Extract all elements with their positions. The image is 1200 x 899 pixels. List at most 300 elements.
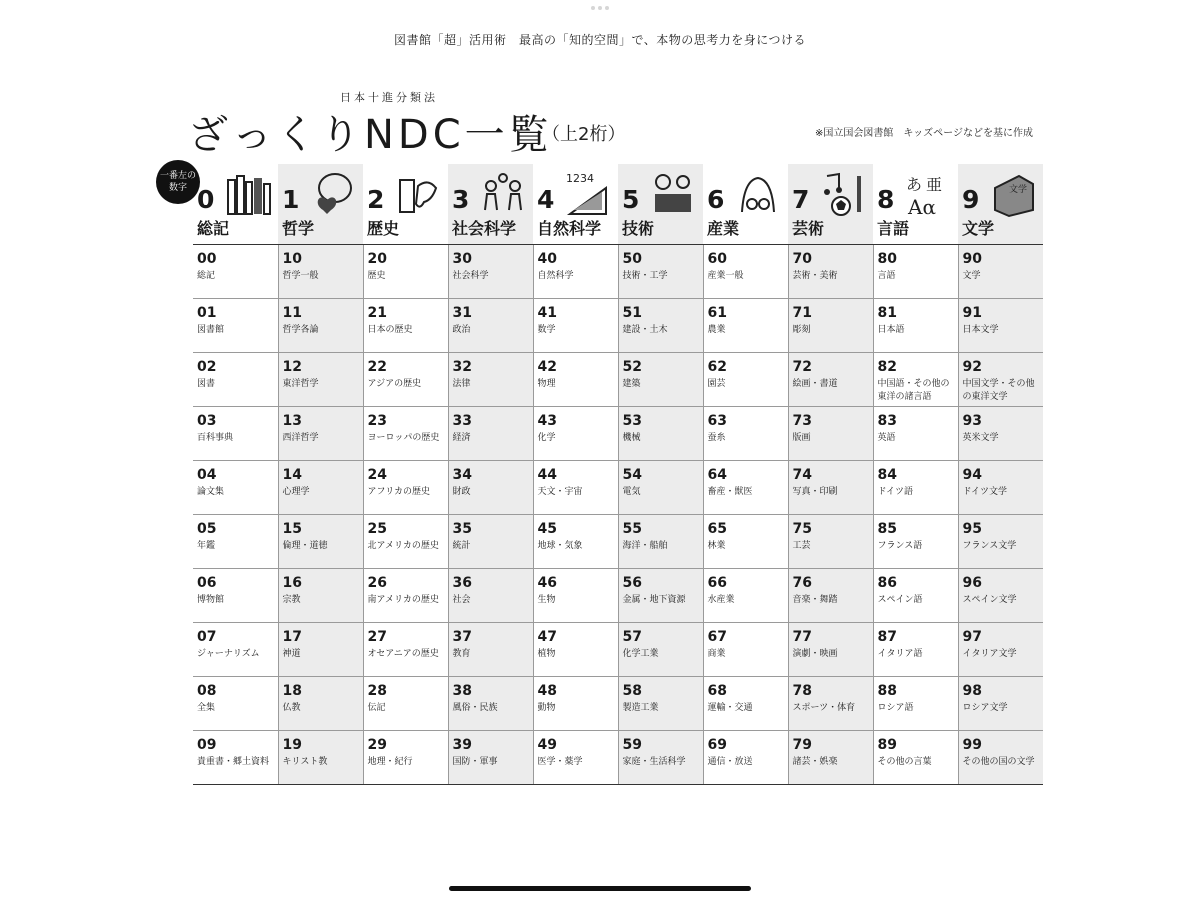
class-code: 11: [282, 305, 302, 321]
class-code: 16: [282, 575, 302, 591]
title-suffix: （上2桁）: [542, 124, 626, 145]
class-label: 東洋哲学: [282, 379, 319, 389]
class-cell-67: [703, 623, 788, 677]
category-header-2: [363, 164, 448, 245]
category-header-row: [193, 164, 1043, 245]
class-cell-43: [533, 407, 618, 461]
class-label: 天文・宇宙: [537, 487, 583, 497]
class-cell-95: [958, 515, 1043, 569]
class-cell-37: [448, 623, 533, 677]
class-code: 96: [962, 575, 982, 591]
class-code: 52: [622, 359, 642, 375]
class-label: フランス文学: [962, 541, 1017, 551]
class-cell-42: [533, 353, 618, 407]
class-label: スペイン語: [877, 595, 923, 605]
class-cell-87: [873, 623, 958, 677]
class-cell-85: [873, 515, 958, 569]
class-code: 21: [367, 305, 387, 321]
class-cell-83: [873, 407, 958, 461]
class-cell-58: [618, 677, 703, 731]
class-cell-13: [278, 407, 363, 461]
class-cell-59: [618, 731, 703, 785]
class-code: 34: [452, 467, 472, 483]
category-header-7: [788, 164, 873, 245]
class-code: 23: [367, 413, 387, 429]
class-code: 99: [962, 737, 982, 753]
class-code: 60: [707, 251, 727, 267]
class-code: 85: [877, 521, 897, 537]
class-cell-80: [873, 245, 958, 299]
class-cell-05: [193, 515, 278, 569]
class-cell-98: [958, 677, 1043, 731]
class-code: 17: [282, 629, 302, 645]
class-label: 農業: [707, 325, 726, 335]
class-cell-19: [278, 731, 363, 785]
class-cell-92: [958, 353, 1043, 407]
class-label: オセアニアの歴史: [367, 649, 439, 659]
class-code: 79: [792, 737, 812, 753]
books-icon: [224, 170, 272, 218]
class-code: 38: [452, 683, 472, 699]
class-label: 南アメリカの歴史: [367, 595, 439, 605]
class-label: 生物: [537, 595, 556, 605]
class-code: 08: [197, 683, 217, 699]
class-code: 14: [282, 467, 302, 483]
class-label: イタリア文学: [962, 649, 1017, 659]
category-digit: 5: [622, 185, 640, 214]
class-code: 77: [792, 629, 812, 645]
class-code: 93: [962, 413, 982, 429]
class-code: 33: [452, 413, 472, 429]
leftmost-digit-badge: [156, 160, 200, 204]
class-code: 83: [877, 413, 897, 429]
class-cell-02: [193, 353, 278, 407]
class-cell-25: [363, 515, 448, 569]
class-code: 74: [792, 467, 812, 483]
category-digit: 9: [962, 185, 980, 214]
class-label: 写真・印刷: [792, 487, 838, 497]
class-label: 風俗・民族: [452, 703, 498, 713]
category-label: 歴史: [367, 219, 400, 238]
class-label: 哲学各論: [282, 325, 319, 335]
class-label: 電気: [622, 487, 641, 497]
class-code: 97: [962, 629, 982, 645]
class-code: 35: [452, 521, 472, 537]
table-row: [193, 515, 1043, 569]
class-label: 英語: [877, 433, 896, 443]
table-row: [193, 461, 1043, 515]
class-code: 92: [962, 359, 982, 375]
class-cell-62: [703, 353, 788, 407]
class-cell-63: [703, 407, 788, 461]
class-cell-01: [193, 299, 278, 353]
brain-heart-icon: [309, 170, 357, 218]
music-ball-icon: [819, 170, 867, 218]
category-label: 産業: [707, 219, 740, 238]
class-code: 87: [877, 629, 897, 645]
class-code: 09: [197, 737, 217, 753]
class-cell-23: [363, 407, 448, 461]
class-label: 社会: [452, 595, 471, 605]
class-code: 75: [792, 521, 812, 537]
class-code: 48: [537, 683, 557, 699]
category-digit: 2: [367, 185, 385, 214]
class-code: 26: [367, 575, 387, 591]
class-code: 94: [962, 467, 982, 483]
class-cell-46: [533, 569, 618, 623]
table-row: [193, 407, 1043, 461]
class-label: アジアの歴史: [367, 379, 422, 389]
class-code: 66: [707, 575, 727, 591]
class-label: 金属・地下資源: [622, 595, 686, 605]
class-cell-45: [533, 515, 618, 569]
class-label: 倫理・道徳: [282, 541, 328, 551]
source-note: ※国立国会図書館 キッズページなどを基に作成: [815, 128, 1033, 139]
svg-text:あ: あ: [906, 175, 923, 194]
class-cell-09: [193, 731, 278, 785]
category-digit: 1: [282, 185, 300, 214]
class-cell-07: [193, 623, 278, 677]
class-code: 43: [537, 413, 557, 429]
class-code: 40: [537, 251, 557, 267]
class-label: 図書: [197, 379, 216, 389]
class-cell-44: [533, 461, 618, 515]
class-code: 45: [537, 521, 557, 537]
class-code: 07: [197, 629, 217, 645]
class-cell-55: [618, 515, 703, 569]
class-label: 政治: [452, 325, 471, 335]
class-code: 98: [962, 683, 982, 699]
table-row: [193, 299, 1043, 353]
class-label: 建築: [622, 379, 641, 389]
class-code: 64: [707, 467, 727, 483]
class-label: キリスト教: [282, 757, 328, 767]
class-cell-31: [448, 299, 533, 353]
class-code: 31: [452, 305, 472, 321]
class-label: 通信・放送: [707, 757, 753, 767]
class-code: 56: [622, 575, 642, 591]
class-label: 林業: [707, 541, 726, 551]
class-cell-06: [193, 569, 278, 623]
class-code: 69: [707, 737, 727, 753]
class-label: 総記: [197, 271, 216, 281]
class-label: ロシア語: [877, 703, 914, 713]
class-label: 博物館: [197, 595, 225, 605]
class-code: 24: [367, 467, 387, 483]
category-label: 社会科学: [452, 219, 517, 238]
class-label: 図書館: [197, 325, 225, 335]
category-digit: 3: [452, 185, 470, 214]
class-cell-50: [618, 245, 703, 299]
class-cell-74: [788, 461, 873, 515]
class-label: 財政: [452, 487, 471, 497]
class-cell-48: [533, 677, 618, 731]
class-label: 中国文学・その他の東洋文学: [962, 379, 1035, 402]
class-cell-39: [448, 731, 533, 785]
class-cell-27: [363, 623, 448, 677]
class-code: 95: [962, 521, 982, 537]
class-code: 00: [197, 251, 217, 267]
class-cell-73: [788, 407, 873, 461]
class-code: 50: [622, 251, 642, 267]
class-label: 論文集: [197, 487, 225, 497]
class-code: 82: [877, 359, 897, 375]
category-label: 技術: [622, 219, 655, 238]
table-row: [193, 353, 1043, 407]
class-code: 57: [622, 629, 642, 645]
class-cell-08: [193, 677, 278, 731]
class-label: 版画: [792, 433, 811, 443]
class-cell-14: [278, 461, 363, 515]
class-label: 物理: [537, 379, 556, 389]
svg-text:1234: 1234: [566, 172, 594, 185]
category-label: 哲学: [282, 219, 315, 238]
class-cell-28: [363, 677, 448, 731]
class-code: 39: [452, 737, 472, 753]
class-code: 15: [282, 521, 302, 537]
class-cell-70: [788, 245, 873, 299]
class-label: 仏教: [282, 703, 301, 713]
class-label: 国防・軍事: [452, 757, 498, 767]
class-cell-52: [618, 353, 703, 407]
class-code: 03: [197, 413, 217, 429]
class-cell-34: [448, 461, 533, 515]
class-code: 10: [282, 251, 302, 267]
class-code: 42: [537, 359, 557, 375]
class-code: 88: [877, 683, 897, 699]
class-cell-03: [193, 407, 278, 461]
class-label: 動物: [537, 703, 556, 713]
class-code: 55: [622, 521, 642, 537]
svg-text:文学: 文学: [1009, 185, 1028, 195]
class-cell-26: [363, 569, 448, 623]
class-cell-35: [448, 515, 533, 569]
category-label: 総記: [197, 219, 230, 238]
class-label: 産業一般: [707, 271, 744, 281]
class-label: 文学: [962, 271, 981, 281]
class-cell-99: [958, 731, 1043, 785]
svg-text:亜: 亜: [926, 175, 943, 194]
class-code: 73: [792, 413, 812, 429]
top-dots: [591, 6, 609, 10]
class-code: 19: [282, 737, 302, 753]
table-row: [193, 623, 1043, 677]
class-cell-90: [958, 245, 1043, 299]
category-header-1: [278, 164, 363, 245]
class-code: 70: [792, 251, 812, 267]
book-header: 図書館「超」活用術 最高の「知的空間」で、本物の思考力を身につける: [393, 33, 807, 47]
class-label: アフリカの歴史: [367, 487, 431, 497]
class-code: 68: [707, 683, 727, 699]
class-cell-18: [278, 677, 363, 731]
class-label: 宗教: [282, 595, 301, 605]
class-cell-11: [278, 299, 363, 353]
ndc-table: [193, 164, 1043, 785]
class-cell-68: [703, 677, 788, 731]
class-cell-81: [873, 299, 958, 353]
class-label: 諸芸・娯楽: [792, 757, 838, 767]
class-label: 神道: [282, 649, 301, 659]
class-label: 年鑑: [197, 541, 216, 551]
class-code: 46: [537, 575, 557, 591]
class-code: 01: [197, 305, 217, 321]
class-code: 30: [452, 251, 472, 267]
class-label: 蚕糸: [707, 433, 726, 443]
class-label: 製造工業: [622, 703, 659, 713]
table-row: [193, 245, 1043, 299]
table-row: [193, 731, 1043, 785]
class-cell-38: [448, 677, 533, 731]
category-header-3: [448, 164, 533, 245]
class-label: その他の言葉: [877, 757, 932, 767]
table-row: [193, 569, 1043, 623]
title-kicker: 日本十進分類法: [340, 91, 438, 104]
class-cell-04: [193, 461, 278, 515]
class-cell-30: [448, 245, 533, 299]
class-code: 25: [367, 521, 387, 537]
class-label: 医学・薬学: [537, 757, 583, 767]
class-code: 84: [877, 467, 897, 483]
class-code: 59: [622, 737, 642, 753]
class-code: 91: [962, 305, 982, 321]
class-label: 教育: [452, 649, 471, 659]
class-label: 全集: [197, 703, 216, 713]
class-code: 53: [622, 413, 642, 429]
class-label: その他の国の文学: [962, 757, 1035, 767]
class-code: 37: [452, 629, 472, 645]
home-indicator[interactable]: [449, 886, 751, 891]
class-label: 百科事典: [197, 433, 234, 443]
category-digit: 4: [537, 185, 555, 214]
class-code: 54: [622, 467, 642, 483]
category-digit: 6: [707, 185, 725, 214]
class-cell-47: [533, 623, 618, 677]
class-label: 貴重書・郷土資料: [197, 757, 270, 767]
category-label: 自然科学: [537, 219, 602, 238]
gears-icon: [649, 170, 697, 218]
numbers-triangle-icon: [564, 170, 612, 218]
class-label: 法律: [452, 379, 471, 389]
class-code: 06: [197, 575, 217, 591]
class-cell-69: [703, 731, 788, 785]
class-code: 78: [792, 683, 812, 699]
class-label: 建設・土木: [622, 325, 668, 335]
category-header-8: [873, 164, 958, 245]
class-cell-12: [278, 353, 363, 407]
class-label: ジャーナリズム: [197, 649, 260, 659]
scroll-map-icon: [394, 170, 442, 218]
class-cell-10: [278, 245, 363, 299]
class-label: 心理学: [282, 487, 310, 497]
class-cell-96: [958, 569, 1043, 623]
class-code: 86: [877, 575, 897, 591]
class-code: 29: [367, 737, 387, 753]
class-label: 経済: [452, 433, 471, 443]
class-label: 絵画・書道: [792, 379, 838, 389]
class-code: 80: [877, 251, 897, 267]
class-cell-41: [533, 299, 618, 353]
class-code: 36: [452, 575, 472, 591]
class-cell-79: [788, 731, 873, 785]
class-label: フランス語: [877, 541, 923, 551]
class-code: 27: [367, 629, 387, 645]
class-code: 12: [282, 359, 302, 375]
class-code: 72: [792, 359, 812, 375]
class-label: 西洋哲学: [282, 433, 319, 443]
class-cell-51: [618, 299, 703, 353]
class-label: 中国語・その他の東洋の諸言語: [877, 379, 950, 402]
class-code: 13: [282, 413, 302, 429]
category-label: 芸術: [792, 219, 825, 238]
class-label: 海洋・船舶: [622, 541, 668, 551]
class-code: 05: [197, 521, 217, 537]
class-label: 園芸: [707, 379, 726, 389]
class-cell-16: [278, 569, 363, 623]
category-header-9: [958, 164, 1043, 245]
class-code: 71: [792, 305, 812, 321]
svg-text:Aα: Aα: [908, 195, 936, 218]
category-label: 文学: [962, 219, 995, 238]
class-cell-61: [703, 299, 788, 353]
class-code: 62: [707, 359, 727, 375]
people-icon: [479, 170, 527, 218]
class-cell-76: [788, 569, 873, 623]
class-cell-36: [448, 569, 533, 623]
class-cell-53: [618, 407, 703, 461]
class-code: 90: [962, 251, 982, 267]
class-cell-00: [193, 245, 278, 299]
class-label: 日本語: [877, 325, 905, 335]
class-label: スポーツ・体育: [792, 703, 856, 713]
class-label: 植物: [537, 649, 556, 659]
class-label: 演劇・映画: [792, 649, 838, 659]
class-label: イタリア語: [877, 649, 923, 659]
class-label: 音楽・舞踏: [792, 595, 838, 605]
class-code: 20: [367, 251, 387, 267]
badge-label: 一番左の 数字: [159, 171, 196, 193]
class-label: ヨーロッパの歴史: [367, 433, 440, 443]
class-label: ドイツ語: [877, 487, 914, 497]
class-cell-86: [873, 569, 958, 623]
class-label: 日本の歴史: [367, 325, 413, 335]
class-label: 社会科学: [452, 271, 489, 281]
class-label: 商業: [707, 649, 726, 659]
table-row: [193, 677, 1043, 731]
class-cell-75: [788, 515, 873, 569]
class-cell-94: [958, 461, 1043, 515]
book-icon: [989, 170, 1037, 218]
category-header-5: [618, 164, 703, 245]
class-cell-24: [363, 461, 448, 515]
category-digit: 8: [877, 185, 895, 214]
class-code: 28: [367, 683, 387, 699]
class-cell-71: [788, 299, 873, 353]
class-label: 地球・気象: [537, 541, 583, 551]
class-code: 67: [707, 629, 727, 645]
class-label: 伝記: [367, 703, 386, 713]
class-cell-84: [873, 461, 958, 515]
class-cell-91: [958, 299, 1043, 353]
class-cell-88: [873, 677, 958, 731]
category-label: 言語: [877, 219, 910, 238]
class-label: 地理・紀行: [367, 757, 413, 767]
class-code: 61: [707, 305, 727, 321]
class-code: 04: [197, 467, 217, 483]
class-cell-49: [533, 731, 618, 785]
crops-icon: [734, 170, 782, 218]
class-code: 89: [877, 737, 897, 753]
class-code: 47: [537, 629, 557, 645]
